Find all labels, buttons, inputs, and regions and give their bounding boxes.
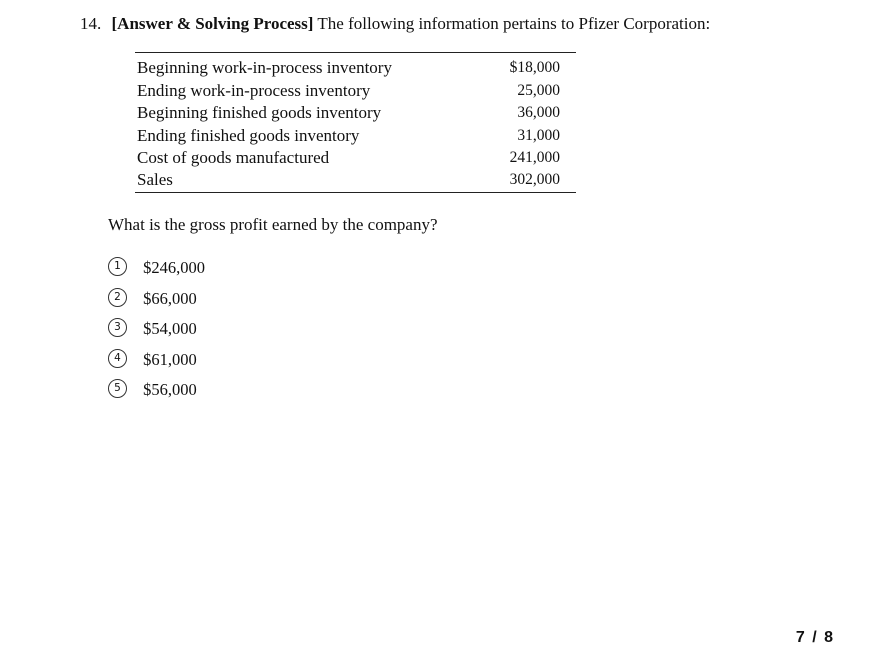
choice-text[interactable]: $56,000 bbox=[143, 380, 197, 400]
row-value: 241,000 bbox=[509, 149, 560, 166]
choice-text[interactable]: $61,000 bbox=[143, 349, 197, 369]
answer-choice-3[interactable] bbox=[108, 316, 205, 347]
page-indicator: 7 / 8 bbox=[795, 629, 833, 646]
question-number: 14. bbox=[80, 14, 102, 33]
choice-text[interactable]: $66,000 bbox=[143, 288, 197, 308]
answer-choices bbox=[108, 255, 205, 408]
table-row bbox=[135, 57, 576, 80]
question-heading bbox=[80, 12, 710, 36]
row-label: Ending finished goods inventory bbox=[137, 125, 360, 145]
choice-text[interactable]: $246,000 bbox=[143, 258, 205, 278]
answer-choice-4[interactable] bbox=[108, 347, 205, 378]
question-prompt: What is the gross profit earned by the company? bbox=[108, 215, 438, 234]
table-row bbox=[135, 147, 576, 170]
choice-marker[interactable]: 1 bbox=[108, 257, 127, 276]
choice-text[interactable]: $54,000 bbox=[143, 319, 197, 339]
table-row bbox=[135, 80, 576, 103]
table-row bbox=[135, 125, 576, 148]
question-text: The following information pertains to Pfizer Corporation: bbox=[317, 14, 711, 33]
answer-choice-2[interactable] bbox=[108, 286, 205, 317]
question-tag: [Answer & Solving Process] bbox=[111, 14, 314, 33]
row-value: 302,000 bbox=[509, 170, 560, 188]
answer-choice-5[interactable] bbox=[108, 377, 205, 408]
row-label: Sales bbox=[137, 169, 173, 189]
table-row bbox=[135, 102, 576, 125]
row-value: $18,000 bbox=[509, 59, 560, 76]
info-table bbox=[135, 52, 576, 193]
row-label: Cost of goods manufactured bbox=[137, 148, 330, 167]
row-label: Beginning work-in-process inventory bbox=[137, 58, 392, 77]
choice-marker[interactable]: 3 bbox=[108, 318, 127, 337]
row-value: 25,000 bbox=[517, 81, 560, 99]
answer-choice-1[interactable] bbox=[108, 255, 205, 286]
choice-marker[interactable]: 5 bbox=[108, 379, 127, 398]
choice-marker[interactable]: 2 bbox=[108, 288, 127, 307]
row-value: 31,000 bbox=[517, 126, 560, 144]
row-label: Beginning finished goods inventory bbox=[137, 103, 382, 122]
choice-marker[interactable]: 4 bbox=[108, 349, 127, 368]
row-value: 36,000 bbox=[517, 104, 560, 121]
row-label: Ending work-in-process inventory bbox=[137, 80, 371, 100]
table-row bbox=[135, 170, 576, 193]
